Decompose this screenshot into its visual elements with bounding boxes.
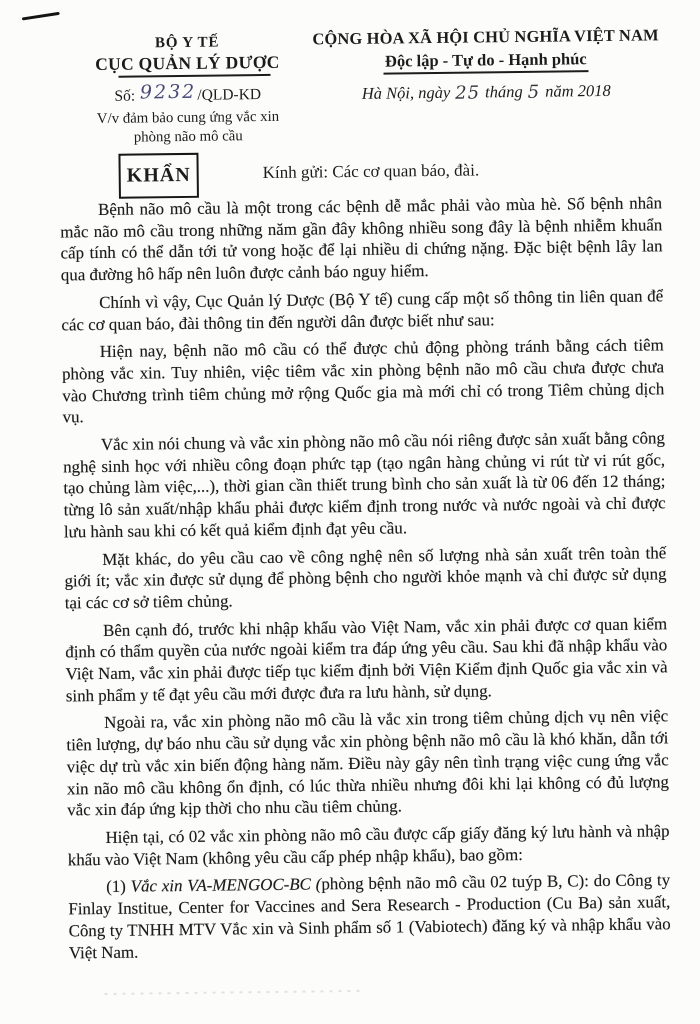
document-number-label: Số: <box>114 87 136 105</box>
document-number-line <box>59 81 317 106</box>
national-motto: Độc lập - Tự do - Hạnh phúc <box>383 49 589 74</box>
body-paragraph-3: Hiện nay, bệnh não mô cầu có thể được chủ động phòng tránh bằng cách tiêm phòng vắc xin. Tuy nhiên, việc tiêm vắc xin phòng bệnh não mô cầu chưa được chưa vào Chương trình tiêm chủng mở rộng Quốc gia mà mới chỉ có trong Tiêm chủng dịch vụ. <box>61 335 665 427</box>
document-number-handwritten: 9232 <box>139 80 197 104</box>
national-title: CỘNG HÒA XÃ HỘI CHỦ NGHĨA VIỆT NAM <box>312 25 659 49</box>
body-paragraph-2: Chính vì vậy, Cục Quản lý Dược (Bộ Y tế) cung cấp một số thông tin liên quan để các cơ quan báo, đài thông tin đến người dân được biết như sau: <box>61 286 664 334</box>
header-national-block <box>293 25 679 105</box>
motto-row <box>293 45 678 76</box>
body-paragraph-5: Mặt khác, do yêu cầu cao về công nghệ nên số lượng nhà sản xuất trên toàn thế giới ít; vắc xin được sử dụng để phòng bệnh cho người khỏe mạnh và chỉ được sử dụng tại các cơ sở tiêm chủng. <box>64 542 667 613</box>
department-name: CỤC QUẢN LÝ DƯỢC <box>94 51 280 75</box>
body-paragraph-7: Ngoài ra, vắc xin phòng não mô cầu là vắc xin trong tiêm chủng dịch vụ nên việc tiên lượng, dự báo nhu cầu sử dụng vắc xin phòng bệnh não mô cầu là khó khăn, dẫn tới việc dự trù vắc xin biến động hàng năm. Điều này gây nên tình trạng việc cung ứng vắc xin não mô cầu không ổn định, có lúc thừa nhiều nhưng đôi khi lại không có đủ lượng vắc xin đáp ứng kịp thời cho nhu cầu tiêm chủng. <box>66 706 670 820</box>
place-date-prefix: Hà Nội, ngày <box>361 82 451 103</box>
recipient-line: Kính gửi: Các cơ quan báo, đài. <box>262 160 480 183</box>
scan-noise-artifact <box>104 990 362 995</box>
document-number-suffix: /QLD-KD <box>197 86 262 104</box>
date-middle: tháng <box>485 81 523 102</box>
ministry-name: BỘ Y TẾ <box>154 34 220 52</box>
body-paragraph-9 <box>68 870 671 964</box>
month-handwritten: 5 <box>527 81 541 103</box>
pen-mark-artifact <box>22 12 60 21</box>
vaccine1-description: phòng bệnh não mô cầu 02 tuýp B, C): do Công ty Finlay Institue, Center for Vaccines and Sera Research - Production (Cu Ba) sản xuất, Công ty TNHH MTV Vắc xin và Sinh phẩm số 1 (Vabiotech) đăng ký và nhập khẩu vào Việt Nam. <box>68 870 671 962</box>
day-handwritten: 25 <box>455 82 481 104</box>
vaccine1-name-italic: Vắc xin VA-MENGOC-BC ( <box>130 874 322 897</box>
date-suffix: năm 2018 <box>545 80 611 101</box>
subject-line-1: V/v đảm bảo cung ứng vắc xin <box>96 108 280 127</box>
document-body <box>60 192 671 969</box>
body-paragraph-1: Bệnh não mô cầu là một trong các bệnh dễ mắc phải vào mùa hè. Số bệnh nhân mắc não mô cầu trong những năm gần đây không nhiều song đây là bệnh nhiễm khuẩn cấp tính có thể dẫn tới tử vong hoặc để lại nhiều di chứng nặng. Đặc biệt bệnh lây lan qua đường hô hấp nên luôn được cảnh báo nguy hiểm. <box>60 193 663 285</box>
subject-block <box>59 107 317 147</box>
body-paragraph-6: Bên cạnh đó, trước khi nhập khẩu vào Việt Nam, vắc xin phải được cơ quan kiểm định có thẩm quyền của nước ngoài kiểm tra đáp ứng yêu cầu. Sau khi đã nhập khẩu vào Việt Nam, vắc xin phải được tiếp tục kiểm định bởi Viện Kiểm định Quốc gia vắc xin và sinh phẩm y tế đạt yêu cầu mới được đưa ra lưu hành, sử dụng. <box>65 613 668 706</box>
body-paragraph-8: Hiện tại, có 02 vắc xin phòng não mô cầu được cấp giấy đăng ký lưu hành và nhập khẩu vào Việt Nam (không yêu cầu cấp phép nhập khẩu), bao gồm: <box>67 821 670 870</box>
place-date-line <box>294 79 679 105</box>
header-issuer-block <box>58 33 317 147</box>
urgent-stamp-label: KHẨN <box>126 163 191 187</box>
body-paragraph-4: Vắc xin nói chung và vắc xin phòng não mô cầu nói riêng được sản xuất bằng công nghệ sinh học với nhiều công đoạn phức tạp (tạo ngân hàng chủng vi rút từ vi rút gốc, tạo chủng làm việc,...), thời gian cần thiết trung bình cho sản xuất là từ 06 đến 12 tháng; từng lô sản xuất/nhập khẩu phải được kiểm định trong nước và nước ngoài và chỉ được lưu hành sau khi có kết quả kiểm định đạt yêu cầu. <box>63 428 666 542</box>
vaccine1-item-prefix: (1) <box>106 877 131 897</box>
subject-line-2: phòng não mô cầu <box>133 127 243 146</box>
urgent-stamp <box>118 153 199 199</box>
department-underline <box>119 74 271 78</box>
